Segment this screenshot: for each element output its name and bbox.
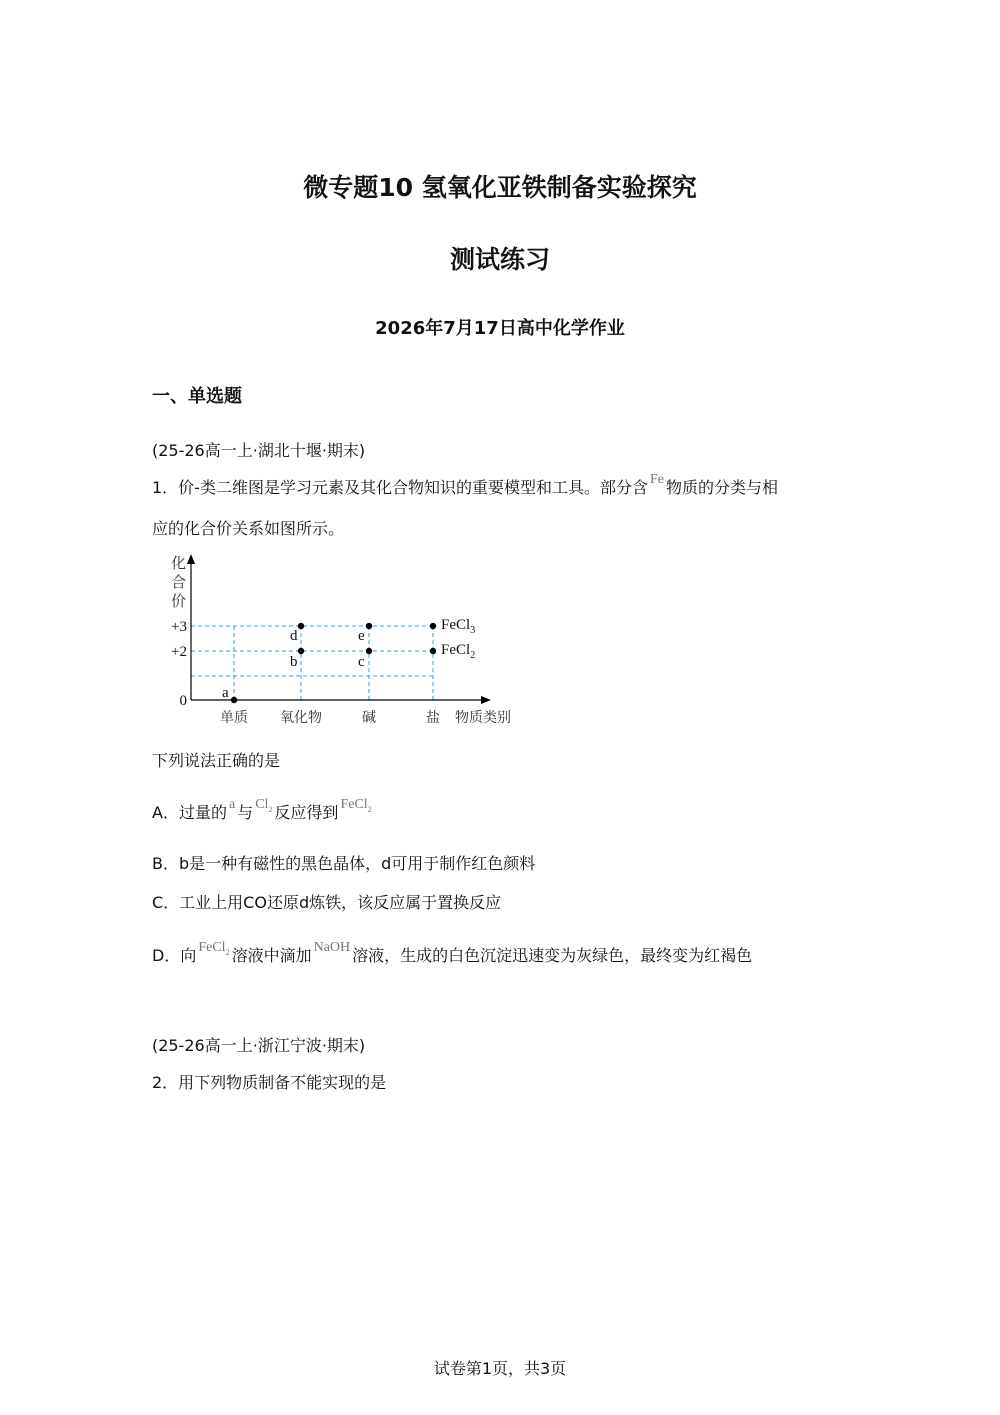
stem-formula: Fe: [649, 472, 664, 487]
y-tick-label: 0: [179, 693, 187, 709]
option-a-formula-2: $Cl_2$: [255, 797, 273, 814]
question-1-prompt: 下列说法正确的是: [152, 751, 281, 770]
option-d-formula-2: NaOH: [313, 940, 351, 955]
chart-points: [222, 617, 475, 703]
option-a-text-2: 与: [237, 803, 254, 822]
option-a-text: A．过量的: [152, 803, 227, 822]
option-c[interactable]: C．工业上用CO还原d炼铁，该反应属于置换反应: [152, 893, 502, 912]
y-tick-label: +2: [171, 644, 187, 660]
data-point-a: [231, 697, 237, 703]
data-point-e: [366, 623, 372, 629]
document-title: 微专题10 氢氧化亚铁制备实验探究: [303, 173, 697, 202]
point-label: e: [358, 628, 365, 644]
x-tick-label: 单质: [220, 710, 248, 726]
option-d-text-2: 溶液中滴加: [231, 946, 312, 965]
valence-class-chart: [165, 550, 530, 732]
question-1-source: (25-26高一上·湖北十堰·期末): [152, 441, 366, 460]
y-axis-arrow: [187, 554, 195, 564]
option-d-text: D．向: [152, 946, 197, 965]
point-label: FeCl$_2$: [441, 642, 476, 661]
section-title: 一、单选题: [152, 386, 242, 407]
question-2-stem: 2．用下列物质制备不能实现的是: [152, 1073, 387, 1092]
y-tick-labels: [171, 619, 187, 709]
y-label-char: 合: [171, 573, 187, 591]
y-label-char: 价: [171, 592, 187, 610]
option-a-formula-1: a: [228, 797, 236, 812]
option-d[interactable]: [152, 940, 753, 974]
x-axis-arrow: [481, 696, 491, 704]
option-d-formula-1: FeCl$_2$: [198, 940, 230, 957]
point-label: a: [222, 685, 229, 701]
x-tick-label: 碱: [362, 710, 376, 726]
option-d-text-3: 溶液，生成的白色沉淀迅速变为灰绿色，最终变为红褐色: [352, 946, 753, 965]
page-footer: 试卷第1页，共3页: [433, 1359, 567, 1378]
question-2-source: (25-26高一上·浙江宁波·期末): [152, 1036, 366, 1055]
y-tick-label: +3: [171, 619, 187, 635]
option-a-formula-3: FeCl$_2$: [340, 797, 372, 814]
option-a-text-3: 反应得到: [274, 803, 339, 822]
x-axis-label: 物质类别: [455, 710, 511, 726]
document-subtitle: 测试练习: [449, 245, 550, 274]
date-line: 2026年7月17日高中化学作业: [375, 318, 625, 339]
point-label: d: [290, 628, 298, 644]
data-point-b: [298, 648, 304, 654]
point-label: FeCl$_3$: [441, 617, 476, 636]
point-label: b: [290, 654, 298, 670]
data-point-fecl2: [430, 648, 436, 654]
x-tick-label: 氧化物: [280, 710, 322, 726]
x-tick-labels: [220, 709, 440, 726]
y-axis-label: [171, 554, 186, 610]
question-1-stem: [152, 472, 778, 501]
point-label: c: [358, 654, 365, 670]
question-1-stem-line2: 应的化合价关系如图所示。: [152, 519, 345, 538]
data-point-fecl3: [430, 623, 436, 629]
x-tick-label: 盐: [426, 710, 440, 726]
stem-text-continued: 物质的分类与相: [665, 478, 778, 497]
stem-text: 1．价-类二维图是学习元素及其化合物知识的重要模型和工具。部分含: [152, 478, 648, 497]
data-point-d: [298, 623, 304, 629]
data-point-c: [366, 648, 372, 654]
option-b[interactable]: B．b是一种有磁性的黑色晶体，d可用于制作红色颜料: [152, 854, 536, 873]
option-a[interactable]: [152, 797, 374, 831]
y-label-char: 化: [171, 554, 187, 572]
